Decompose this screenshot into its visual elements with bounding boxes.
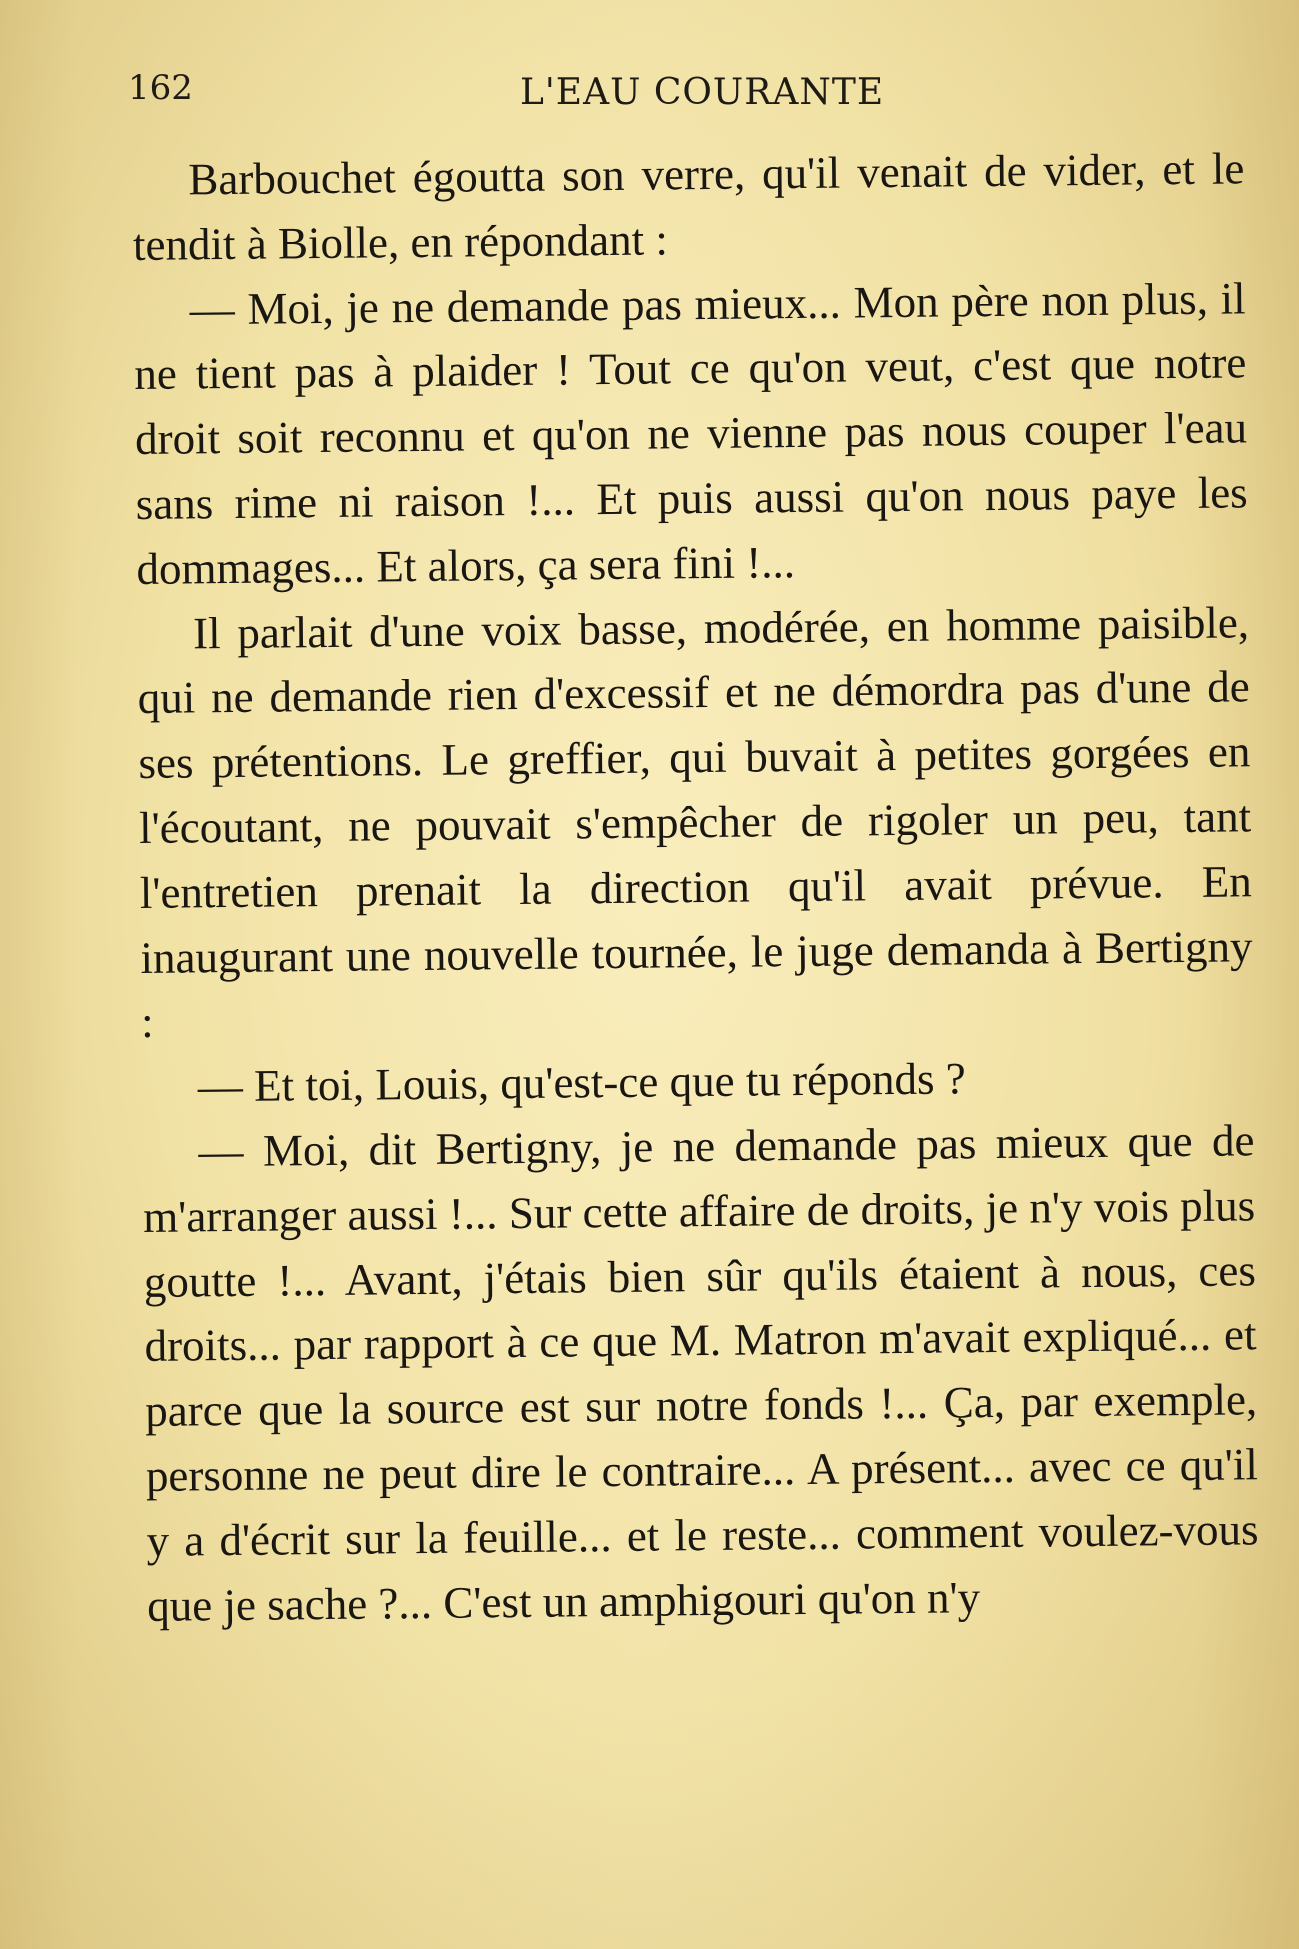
body-text: [132, 136, 1260, 1638]
paragraph: — Moi, dit Bertigny, je ne demande pas mieux que de m'arranger aussi !... Sur cette affaire de droits, je n'y vois plus goutte !... Avant, j'étais bien sûr qu'ils étaient à nous, ces droits... par rapport à ce que M. Matron m'avait expliqué... et parce que la source est sur notre fonds !... Ça, par exemple, personne ne peut dire le contraire... A présent... avec ce qu'il y a d'écrit sur la feuille... et le reste... comment voulez-vous que je sache ?... C'est un amphigouri qu'on n'y: [142, 1115, 1259, 1631]
paragraph: Barbouchet égoutta son verre, qu'il venait de vider, et le tendit à Biolle, en répondant :: [132, 143, 1245, 270]
page-number: 162: [128, 68, 193, 108]
paragraph: — Et toi, Louis, qu'est-ce que tu réponds ?: [197, 1053, 967, 1112]
page-header: [0, 62, 1299, 122]
paragraph: — Moi, je ne demande pas mieux... Mon père non plus, il ne tient pas à plaider ! Tout ce qu'on veut, c'est que notre droit soit reconnu et qu'on ne vienne pas nous couper l'eau sans rime ni raison !... Et puis aussi qu'on nous paye les dommages... Et alors, ça sera fini !...: [134, 272, 1248, 594]
paragraph: Il parlait d'une voix basse, modérée, en homme paisible, qui ne demande rien d'excessif et ne démordra pas d'une de ses prétentions. Le greffier, qui buvait à petites gorgées en l'écoutant, ne pouvait s'empêcher de rigoler un peu, tant l'entretien prenait la direction qu'il avait prévue. En inaugurant une nouvelle tournée, le juge demanda à Bertigny :: [137, 596, 1253, 1048]
running-head: L'EAU COURANTE: [520, 72, 885, 113]
